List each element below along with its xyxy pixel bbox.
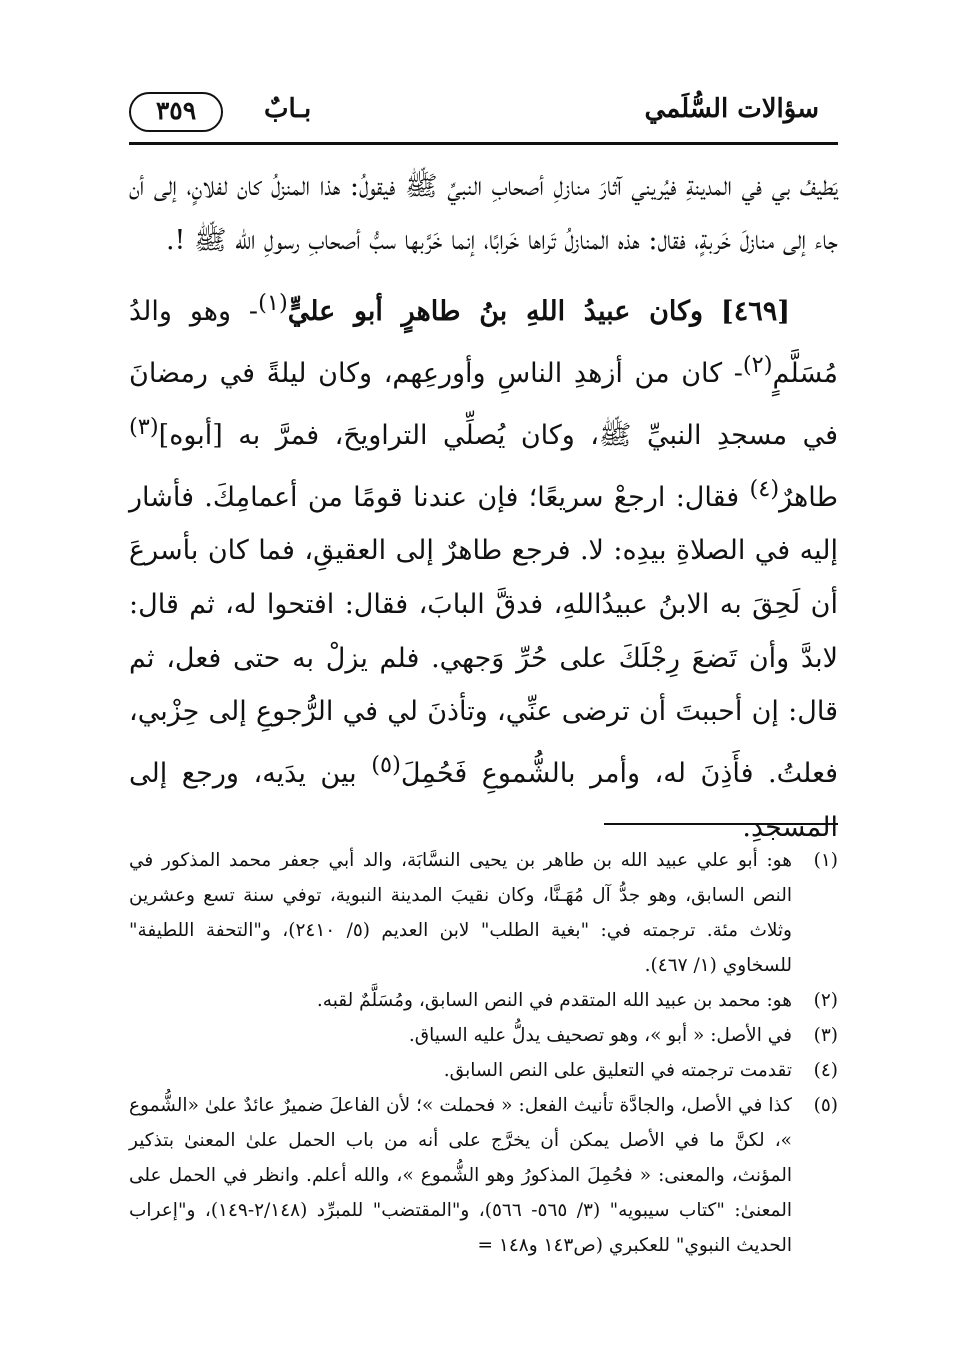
entry-text-d: فقال: ارجعْ سريعًا؛ فإن عندنا قومًا من أعمامِكَ. فأشار إليه في الصلاةِ بيدِه: لا. فرجع طاهرٌ إلى العقيقِ، فما كان بأسرعَ أن لَحِقَ به الابنُ عبيدُاللهِ، فدقَّ البابَ، فقال: افتحوا له، ثم قال: لابدَّ وأن تَضعَ رِجْلَكَ على حُرِّ وَجهي. فلم يزلْ به حتى فعل، ثم قال: إن أحببتَ أن ترضى عنِّي، وتأذنَ لي في الرُّجوعِ إلى حِزْبي، فعلتُ. فأَذِنَ له، وأمر بالشُّموعِ فَحُمِلَ	[129, 481, 839, 790]
entry-lead: وكان عبيدُ اللهِ بنُ طاهرٍ أبو عليٍّ	[287, 296, 704, 328]
entry-text-b: - كان من أزهدِ الناسِ وأورعِهم، وكان ليلةً في رمضانَ في مسجدِ النبيِّ ﷺ، وكان يُصلِّي التراويحَ، فمرَّ به [أبوه]	[129, 358, 838, 451]
footnote-number: (١)	[813, 850, 838, 871]
footnote-2	[129, 983, 838, 1018]
footnote-ref-2: (٢)	[742, 352, 773, 379]
footnote-1	[129, 843, 838, 983]
running-title: سؤالات السُّلَمي	[644, 94, 819, 124]
entry-number: [٤٦٩]	[720, 296, 790, 328]
footnote-text: هو: أبو علي عبيد الله بن طاهر بن يحيى النسَّابَة، والد أبي جعفر محمد المذكور في النص السابق، وهو جدُّ آل مُهَـنَّا، وكان نقيبَ المدينة النبوية، توفي سنة تسع وعشرين وثلاث مئة. ترجمته في: "بغية الطلب" لابن العديم (٥/ ٢٤١٠)، و"التحفة اللطيفة" للسخاوي (١/ ٤٦٧).	[129, 850, 792, 976]
entry-text-c: طاهرٌ	[779, 481, 838, 513]
footnote-number: (٣)	[813, 1025, 838, 1046]
header-rule	[129, 142, 838, 145]
footnote-ref-4: (٤)	[749, 475, 780, 502]
entry-text-e: بين يدَيه، ورجع إلى المسجدِ.	[129, 758, 838, 843]
footnote-number: (٥)	[813, 1095, 838, 1116]
footnote-text: هو: محمد بن عبيد الله المتقدم في النص السابق، ومُسَلَّمٌ لقبه.	[316, 990, 792, 1011]
footnote-number: (٢)	[813, 990, 838, 1011]
footnote-text: في الأصل: « أبو »، وهو تصحيف يدلُّ عليه السياق.	[408, 1025, 792, 1046]
paragraph-469	[129, 277, 838, 854]
footnote-ref-5: (٥)	[371, 752, 401, 779]
footnote-ref-1: (١)	[258, 290, 288, 317]
footnote-5	[129, 1088, 838, 1263]
footnote-4	[129, 1053, 838, 1088]
main-text	[129, 160, 838, 854]
footnote-separator	[604, 823, 838, 825]
footnote-text: كذا في الأصل، والجادَّة تأنيث الفعل: « فحملت »؛ لأن الفاعلَ ضميرٌ عائدٌ علىٰ «الشُّموع »، لكنَّ ما في الأصل يمكن أن يخرَّج على أنه من باب الحمل علىٰ المعنىٰ بتذكير المؤنث، والمعنى: « فحُمِلَ المذكورُ وهو الشُّموع »، والله أعلم. وانظر في الحمل على المعنىٰ: "كتاب سيبويه" (٣/ ٥٦٥- ٥٦٦)، و"المقتضب" للمبرِّد (٢/١٤٨-١٤٩)، و"إعراب الحديث النبوي" للعكبري (ص١٤٣ و١٤٨ =	[129, 1095, 792, 1256]
footnotes	[129, 843, 838, 1263]
chapter-label: بـابٌ	[264, 94, 312, 124]
page-number-badge: ٣٥٩	[129, 92, 223, 132]
footnote-ref-3: (٣)	[129, 413, 159, 440]
footnote-3	[129, 1018, 838, 1053]
entry-text-a: - وهو والدُ مُسَلَّمٍ	[129, 296, 838, 390]
footnote-text: تقدمت ترجمته في التعليق على النص السابق.	[443, 1060, 792, 1081]
footnote-number: (٤)	[813, 1060, 838, 1081]
paragraph-1: يَطيفُ بي في المدينةِ فيُريني آثارَ منازلِ أصحابِ النبيِّ ﷺ فيقولُ: هذا المنزلُ كان لفلانٍ، إلى أن جاء إلى منازلَ خَربةٍ، فقال: هذه المنازلُ تَراها خَرابًا، إنما خَرَّبها سبُّ أصحابِ رسولِ الله ﷺ !.	[129, 171, 838, 256]
